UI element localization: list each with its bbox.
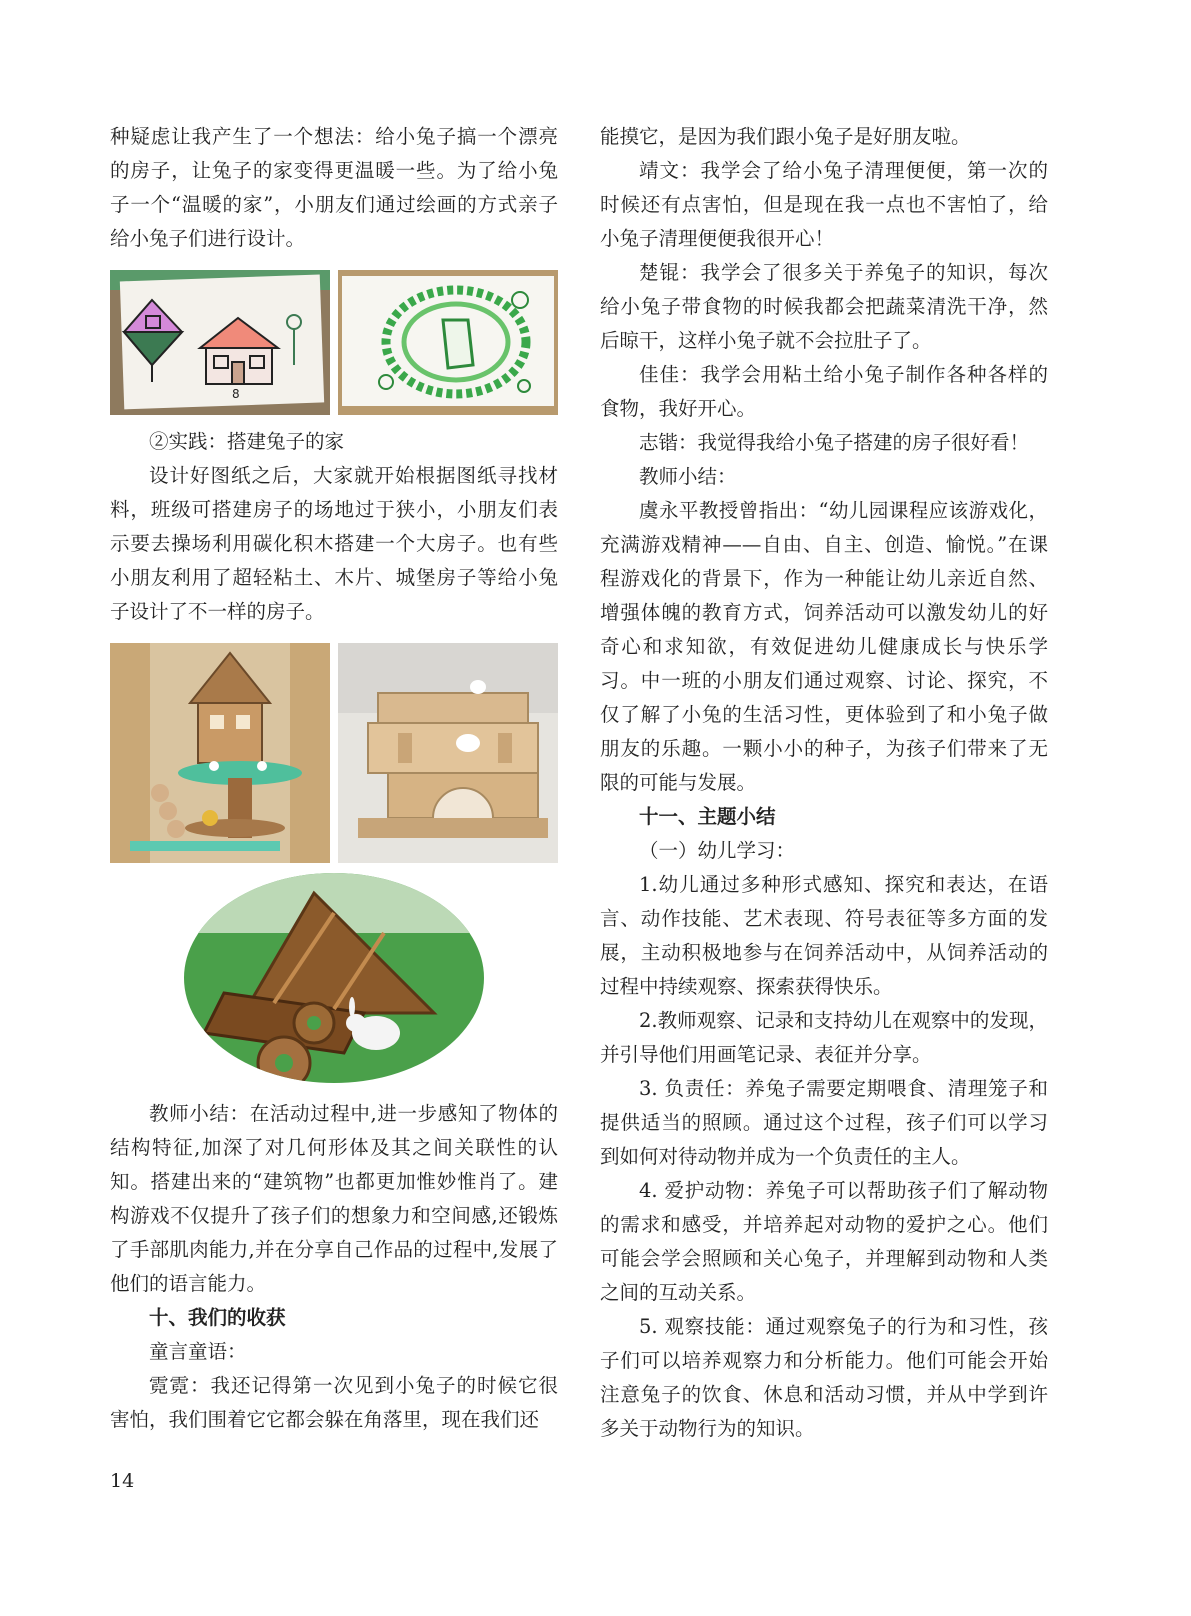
right-paragraph-4: 佳佳：我学会用粘土给小兔子制作各种各样的食物，我好开心。 [600,363,1048,420]
carbonized-blocks-photo [184,873,484,1083]
section-11-heading: 十一、主题小结 [639,805,776,828]
page-number: 14 [110,1470,135,1492]
right-paragraph-9: 1.幼儿通过多种形式感知、探究和表达，在语言、动作技能、艺术表现、符号表征等多方面的发展，主动积极地参与在饲养活动中，从饲养活动的过程中持续观察、探索获得快乐。 [600,873,1048,998]
right-column [600,120,1048,1446]
right-paragraph-8: （一）幼儿学习： [639,839,796,862]
garden-drawing-photo [338,270,558,415]
left-paragraph-4: 童言童语： [149,1340,247,1363]
left-column [110,120,558,1437]
building-photo-row [110,643,558,863]
house-drawing-photo [110,270,330,415]
right-paragraph-2: 靖文：我学会了给小兔子清理便便，第一次的时候还有点害怕，但是现在我一点也不害怕了，给小兔子清理便便我很开心！ [600,159,1048,250]
svg-text:8: 8 [232,387,240,401]
right-paragraph-6: 教师小结： [639,465,737,488]
clay-house-photo [110,643,330,863]
left-paragraph-1: 种疑虑让我产生了一个想法：给小兔子搞一个漂亮的房子，让兔子的家变得更温暖一些。为了给小兔子一个“温暖的家”，小朋友们通过绘画的方式亲子给小兔子们进行设计。 [110,125,558,250]
section-10-heading: 十、我们的收获 [149,1306,286,1329]
right-paragraph-13: 5. 观察技能：通过观察兔子的行为和习性，孩子们可以培养观察力和分析能力。他们可能会开始注意兔子的饮食、休息和活动习惯，并从中学到许多关于动物行为的知识。 [600,1315,1048,1440]
right-paragraph-11: 3. 负责任：养兔子需要定期喂食、清理笼子和提供适当的照顾。通过这个过程，孩子们可以学习到如何对待动物并成为一个负责任的主人。 [600,1077,1048,1168]
right-paragraph-10: 2.教师观察、记录和支持幼儿在观察中的发现，并引导他们用画笔记录、表征并分享。 [600,1009,1048,1066]
right-paragraph-5: 志锴：我觉得我给小兔子搭建的房子很好看！ [639,431,1030,454]
practice-heading: ②实践：搭建兔子的家 [149,430,345,453]
wooden-blocks-photo [338,643,558,863]
left-paragraph-3: 教师小结：在活动过程中,进一步感知了物体的结构特征,加深了对几何形体及其之间关联性的认知。搭建出来的“建筑物”也都更加惟妙惟肖了。建构游戏不仅提升了孩子们的想象力和空间感,还锻炼了手部肌肉能力,并在分享自己作品的过程中,发展了他们的语言能力。 [110,1102,558,1295]
right-paragraph-7: 虞永平教授曾指出：“幼儿园课程应该游戏化，充满游戏精神——自由、自主、创造、愉悦。”在课程游戏化的背景下，作为一种能让幼儿亲近自然、增强体魄的教育方式，饲养活动可以激发幼儿的好奇心和求知欲，有效促进幼儿健康成长与快乐学习。中一班的小朋友们通过观察、讨论、探究，不仅了解了小兔的生活习性，更体验到了和小兔子做朋友的乐趣。一颗小小的种子，为孩子们带来了无限的可能与发展。 [600,499,1048,794]
left-paragraph-5: 霓霓：我还记得第一次见到小兔子的时候它很害怕，我们围着它它都会躲在角落里，现在我们还 [110,1374,558,1431]
left-paragraph-2: 设计好图纸之后，大家就开始根据图纸寻找材料，班级可搭建房子的场地过于狭小，小朋友们表示要去操场利用碳化积木搭建一个大房子。也有些小朋友利用了超轻粘土、木片、城堡房子等给小兔子设计了不一样的房子。 [110,464,558,623]
right-paragraph-12: 4. 爱护动物：养兔子可以帮助孩子们了解动物的需求和感受，并培养起对动物的爱护之心。他们可能会学会照顾和关心兔子，并理解到动物和人类之间的互动关系。 [600,1179,1048,1304]
right-paragraph-1: 能摸它，是因为我们跟小兔子是好朋友啦。 [600,125,971,148]
drawings-photo-row [110,270,558,415]
right-paragraph-3: 楚锟：我学会了很多关于养兔子的知识，每次给小兔子带食物的时候我都会把蔬菜清洗干净，然后晾干，这样小兔子就不会拉肚子了。 [600,261,1048,352]
